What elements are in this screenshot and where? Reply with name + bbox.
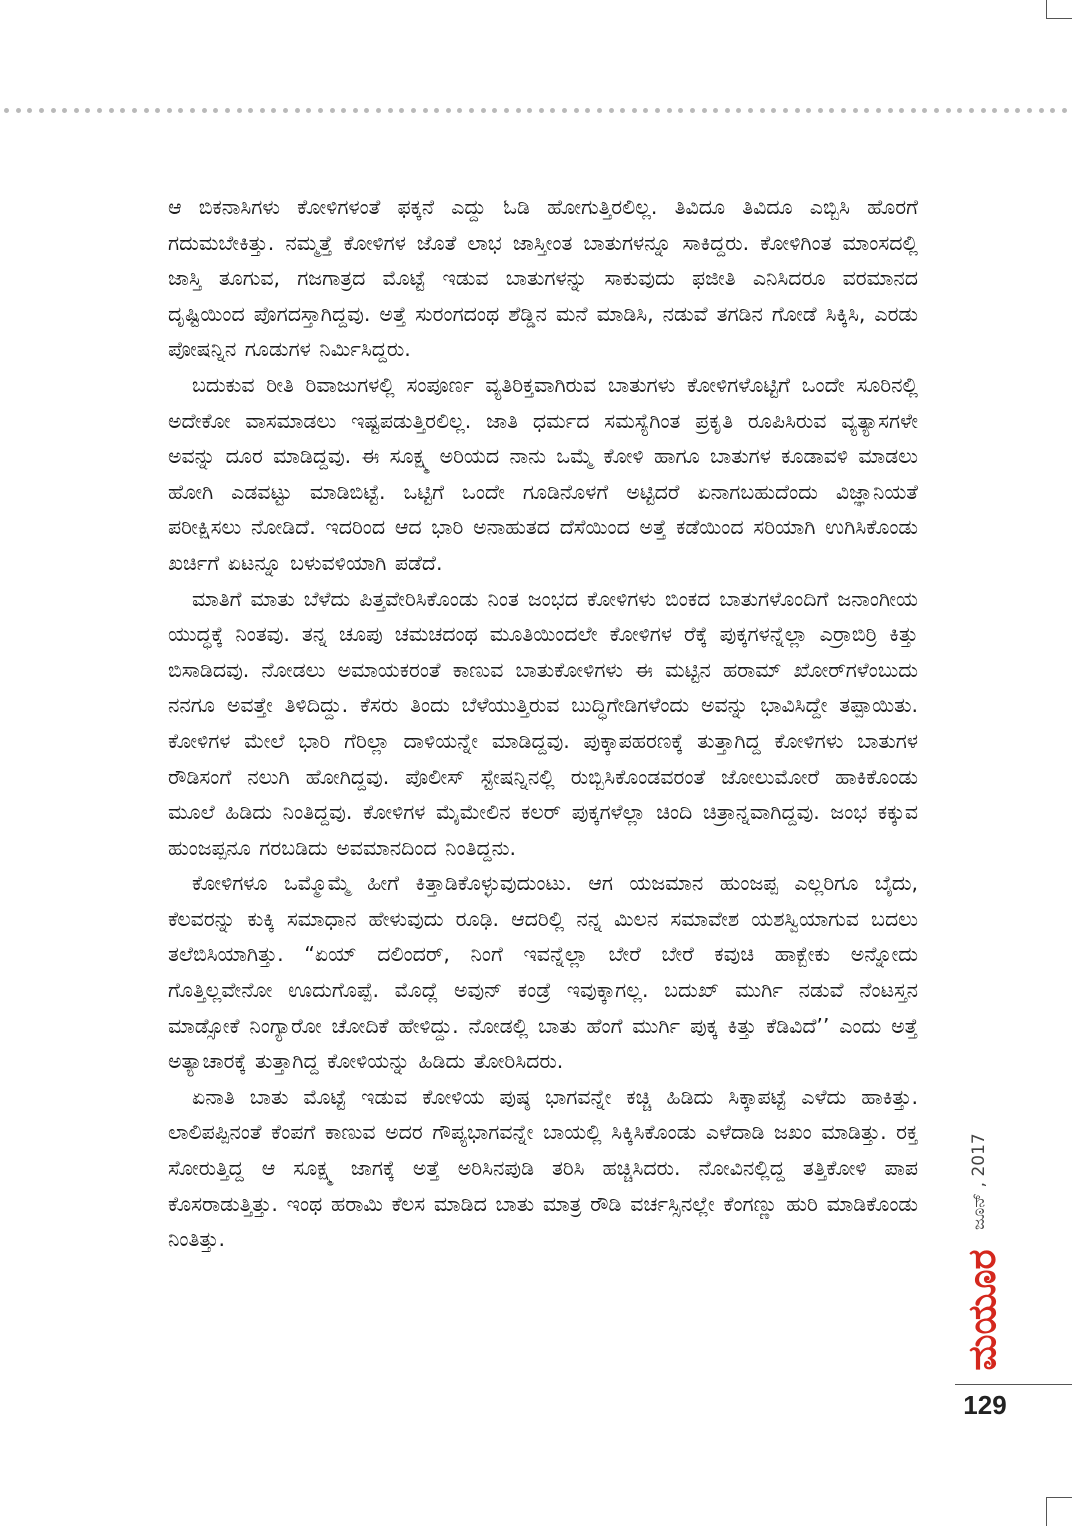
magazine-masthead: ಮಯೂರ <box>960 1249 1004 1371</box>
rule-dot <box>16 108 21 113</box>
rule-dot <box>178 108 183 113</box>
crop-mark-bottom <box>1046 1497 1072 1526</box>
rule-dot <box>922 108 927 113</box>
rule-dot <box>911 108 916 113</box>
rule-dot <box>120 108 125 113</box>
rule-dot <box>74 108 79 113</box>
rule-dot <box>946 108 951 113</box>
rule-dot <box>585 108 590 113</box>
rule-dot <box>841 108 846 113</box>
rule-dot <box>167 108 172 113</box>
rule-dot <box>632 108 637 113</box>
rule-dot <box>271 108 276 113</box>
rule-dot <box>27 108 32 113</box>
rule-dot <box>771 108 776 113</box>
rule-dot <box>97 108 102 113</box>
rule-dot <box>202 108 207 113</box>
rule-dot <box>376 108 381 113</box>
rule-dot <box>62 108 67 113</box>
rule-dot <box>109 108 114 113</box>
rule-dot <box>434 108 439 113</box>
rule-dot <box>655 108 660 113</box>
rule-dot <box>155 108 160 113</box>
rule-dot <box>934 108 939 113</box>
rule-dot <box>748 108 753 113</box>
rule-dot <box>853 108 858 113</box>
rule-dot <box>527 108 532 113</box>
paragraph: ಬದುಕುವ ರೀತಿ ರಿವಾಜುಗಳಲ್ಲಿ ಸಂಪೂರ್ಣ ವ್ಯತಿರಿಕ್ತವಾಗಿರುವ ಬಾತುಗಳು ಕೋಳಿಗಳೊಟ್ಟಿಗೆ ಒಂದೇ ಸೂರಿನಲ್ಲಿ ಅದೇಕೋ ವಾಸಮಾಡಲು ಇಷ್ಟಪಡುತ್ತಿರಲಿಲ್ಲ. ಜಾತಿ ಧರ್ಮದ ಸಮಸ್ಯೆಗಿಂತ ಪ್ರಕೃತಿ ರೂಪಿಸಿರುವ ವ್ಯತ್ಯಾಸಗಳೇ ಅವನ್ನು ದೂರ ಮಾಡಿದ್ದವು. ಈ ಸೂಕ್ಷ್ಮ ಅರಿಯದ ನಾನು ಒಮ್ಮೆ ಕೋಳಿ ಹಾಗೂ ಬಾತುಗಳ ಕೂಡಾವಳಿ ಮಾಡಲು ಹೋಗಿ ಎಡವಟ್ಟು ಮಾಡಿಬಿಟ್ಟೆ. ಒಟ್ಟಿಗೆ ಒಂದೇ ಗೂಡಿನೊಳಗೆ ಅಟ್ಟಿದರೆ ಏನಾಗಬಹುದೆಂದು ವಿಜ್ಞಾನಿಯತೆ ಪರೀಕ್ಷಿಸಲು ನೋಡಿದೆ. ಇದರಿಂದ ಆದ ಭಾರಿ ಅನಾಹುತದ ದೆಸೆಯಿಂದ ಅತ್ತೆ ಕಡೆಯಿಂದ ಸರಿಯಾಗಿ ಉಗಿಸಿಕೊಂಡು ಖರ್ಚಿಗೆ ಏಟನ್ನೂ ಬಳುವಳಿಯಾಗಿ ಪಡೆದೆ. <box>168 372 918 575</box>
rule-dot <box>702 108 707 113</box>
rule-dot <box>620 108 625 113</box>
rule-dot <box>609 108 614 113</box>
rule-dot <box>492 108 497 113</box>
rule-dot <box>667 108 672 113</box>
article-body <box>168 190 918 1422</box>
rule-dot <box>213 108 218 113</box>
rule-dot <box>4 108 9 113</box>
rule-dot <box>306 108 311 113</box>
rule-dot <box>643 108 648 113</box>
rule-dot <box>876 108 881 113</box>
rule-dot <box>318 108 323 113</box>
rule-dot <box>353 108 358 113</box>
rule-dot <box>1039 108 1044 113</box>
rule-dot <box>899 108 904 113</box>
footer-rule <box>955 1384 1072 1385</box>
rule-dot <box>957 108 962 113</box>
rule-dot <box>457 108 462 113</box>
rule-dot <box>516 108 521 113</box>
rule-dot <box>283 108 288 113</box>
rule-dot <box>969 108 974 113</box>
rule-dot <box>760 108 765 113</box>
rule-dot <box>51 108 56 113</box>
rule-dot <box>736 108 741 113</box>
rule-dot <box>132 108 137 113</box>
paragraph: ಏನಾತಿ ಬಾತು ಮೊಟ್ಟೆ ಇಡುವ ಕೋಳಿಯ ಪುಷ್ಠ ಭಾಗವನ್ನೇ ಕಚ್ಚಿ ಹಿಡಿದು ಸಿಕ್ಕಾಪಟ್ಟೆ ಎಳೆದು ಹಾಕಿತ್ತು. ಲಾಲಿಪಪ್ಪಿನಂತೆ ಕೆಂಪಗೆ ಕಾಣುವ ಅದರ ಗೌಪ್ಯಭಾಗವನ್ನೇ ಬಾಯಲ್ಲಿ ಸಿಕ್ಕಿಸಿಕೊಂಡು ಎಳೆದಾಡಿ ಜಖಂ ಮಾಡಿತ್ತು. ರಕ್ತ ಸೋರುತ್ತಿದ್ದ ಆ ಸೂಕ್ಷ್ಮ ಜಾಗಕ್ಕೆ ಅತ್ತೆ ಅರಿಸಿನಪುಡಿ ತರಿಸಿ ಹಚ್ಚಿಸಿದರು. ನೋವಿನಲ್ಲಿದ್ದ ತತ್ತಿಕೋಳಿ ಪಾಪ ಕೊಸರಾಡುತ್ತಿತ್ತು. ಇಂಥ ಹರಾಮಿ ಕೆಲಸ ಮಾಡಿದ ಬಾತು ಮಾತ್ರ ರೌಡಿ ವರ್ಚಸ್ಸಿನಲ್ಲೇ ಕೆಂಗಣ್ಣು ಹುರಿ ಮಾಡಿಕೊಂಡು ನಿಂತಿತ್ತು. <box>168 1084 918 1252</box>
rule-dot <box>550 108 555 113</box>
rule-dot <box>783 108 788 113</box>
rule-dot <box>504 108 509 113</box>
page-number: 129 <box>963 1390 1007 1420</box>
paragraph: ಆ ಬಿಕನಾಸಿಗಳು ಕೋಳಿಗಳಂತೆ ಫಕ್ಕನೆ ಎದ್ದು ಓಡಿ ಹೋಗುತ್ತಿರಲಿಲ್ಲ. ತಿವಿದೂ ತಿವಿದೂ ಎಬ್ಬಿಸಿ ಹೊರಗೆ ಗದುಮಬೇಕಿತ್ತು. ನಮ್ಮತ್ತೆ ಕೋಳಿಗಳ ಜೊತೆ ಲಾಭ ಜಾಸ್ತೀಂತ ಬಾತುಗಳನ್ನೂ ಸಾಕಿದ್ದರು. ಕೋಳಿಗಿಂತ ಮಾಂಸದಲ್ಲಿ ಜಾಸ್ತಿ ತೂಗುವ, ಗಜಗಾತ್ರದ ಮೊಟ್ಟೆ ಇಡುವ ಬಾತುಗಳನ್ನು ಸಾಕುವುದು ಫಜೀತಿ ಎನಿಸಿದರೂ ವರಮಾನದ ದೃಷ್ಟಿಯಿಂದ ಪೊಗದಸ್ತಾಗಿದ್ದವು. ಅತ್ತೆ ಸುರಂಗದಂಥ ಶೆಡ್ಡಿನ ಮನೆ ಮಾಡಿಸಿ, ನಡುವೆ ತಗಡಿನ ಗೋಡೆ ಸಿಕ್ಕಿಸಿ, ಎರಡು ಪೋಷನ್ನಿನ ಗೂಡುಗಳ ನಿರ್ಮಿಸಿದ್ದರು. <box>168 195 918 362</box>
rule-dot <box>481 108 486 113</box>
rule-dot <box>539 108 544 113</box>
crop-mark-top <box>1046 0 1072 19</box>
paragraph: ಕೋಳಿಗಳೂ ಒಮ್ಮೊಮ್ಮೆ ಹೀಗೆ ಕಿತ್ತಾಡಿಕೊಳ್ಳುವುದುಂಟು. ಆಗ ಯಜಮಾನ ಹುಂಜಪ್ಪ ಎಲ್ಲರಿಗೂ ಬೈದು, ಕೆಲವರನ್ನು ಕುಕ್ಕಿ ಸಮಾಧಾನ ಹೇಳುವುದು ರೂಢಿ. ಆದರಿಲ್ಲಿ ನನ್ನ ಮಿಲನ ಸಮಾವೇಶ ಯಶಸ್ವಿಯಾಗುವ ಬದಲು ತಲೆಬಿಸಿಯಾಗಿತ್ತು. “ಏಯ್ ದಲಿಂದರ್, ನಿಂಗೆ ಇವನ್ನೆಲ್ಲಾ ಬೇರೆ ಬೇರೆ ಕವುಚಿ ಹಾಕ್ಬೇಕು ಅನ್ನೋದು ಗೊತ್ತಿಲ್ಲವೇನೋ ಊದುಗೊಪ್ಪೆ. ಮೊದ್ಲೆ ಅವುನ್ ಕಂಡ್ರೆ ಇವುಕ್ಕಾಗಲ್ಲ. ಬದುಖ್ ಮುರ್ಗಿ ನಡುವೆ ನೆಂಟಸ್ತನ ಮಾಡ್ಸೋಕೆ ನಿಂಗ್ಯಾರೋ ಚೋದಿಕೆ ಹೇಳಿದ್ದು. ನೋಡಲ್ಲಿ ಬಾತು ಹೆಂಗೆ ಮುರ್ಗಿ ಪುಕ್ಕ ಕಿತ್ತು ಕೆಡಿವಿದೆ’’ ಎಂದು ಅತ್ತೆ ಅತ್ಯಾಚಾರಕ್ಕೆ ತುತ್ತಾಗಿದ್ದ ಕೋಳಿಯನ್ನು ಹಿಡಿದು ತೋರಿಸಿದರು. <box>168 871 918 1074</box>
rule-dot <box>237 108 242 113</box>
rule-dot <box>829 108 834 113</box>
rule-dot <box>795 108 800 113</box>
rule-dot <box>597 108 602 113</box>
rule-dot <box>39 108 44 113</box>
rule-dot <box>713 108 718 113</box>
rule-dot <box>399 108 404 113</box>
rule-dot <box>225 108 230 113</box>
rule-dot <box>725 108 730 113</box>
rule-dot <box>330 108 335 113</box>
rule-dot <box>469 108 474 113</box>
rule-dot <box>690 108 695 113</box>
dotted-rule <box>0 108 1072 116</box>
rule-dot <box>364 108 369 113</box>
rule-dot <box>388 108 393 113</box>
rule-dot <box>1050 108 1055 113</box>
rule-dot <box>818 108 823 113</box>
rule-dot <box>260 108 265 113</box>
rule-dot <box>144 108 149 113</box>
rule-dot <box>806 108 811 113</box>
rule-dot <box>562 108 567 113</box>
rule-dot <box>341 108 346 113</box>
rule-dot <box>1015 108 1020 113</box>
rule-dot <box>423 108 428 113</box>
issue-date: ಜೂನ್ , 2017 <box>969 1133 989 1230</box>
rule-dot <box>1004 108 1009 113</box>
rule-dot <box>1062 108 1067 113</box>
rule-dot <box>1027 108 1032 113</box>
rule-dot <box>574 108 579 113</box>
rule-dot <box>411 108 416 113</box>
rule-dot <box>888 108 893 113</box>
rule-dot <box>446 108 451 113</box>
rule-dot <box>190 108 195 113</box>
rule-dot <box>248 108 253 113</box>
rule-dot <box>864 108 869 113</box>
rule-dot <box>981 108 986 113</box>
paragraph: ಮಾತಿಗೆ ಮಾತು ಬೆಳೆದು ಪಿತ್ತವೇರಿಸಿಕೊಂಡು ನಿಂತ ಜಂಭದ ಕೋಳಿಗಳು ಬಿಂಕದ ಬಾತುಗಳೊಂದಿಗೆ ಜನಾಂಗೀಯ ಯುದ್ಧಕ್ಕೆ ನಿಂತವು. ತನ್ನ ಚೂಪು ಚಮಚದಂಥ ಮೂತಿಯಿಂದಲೇ ಕೋಳಿಗಳ ರೆಕ್ಕೆ ಪುಕ್ಕಗಳನ್ನೆಲ್ಲಾ ಎರ್ರಾಬಿರ್ರಿ ಕಿತ್ತು ಬಿಸಾಡಿದವು. ನೋಡಲು ಅಮಾಯಕರಂತೆ ಕಾಣುವ ಬಾತುಕೋಳಿಗಳು ಈ ಮಟ್ಟಿನ ಹರಾಮ್ ಖೋರ್‌ಗಳೆಂಬುದು ನನಗೂ ಅವತ್ತೇ ತಿಳಿದಿದ್ದು. ಕೆಸರು ತಿಂದು ಬೆಳೆಯುತ್ತಿರುವ ಬುದ್ಧಿಗೇಡಿಗಳೆಂದು ಅವನ್ನು ಭಾವಿಸಿದ್ದೇ ತಪ್ಪಾಯಿತು. ಕೋಳಿಗಳ ಮೇಲೆ ಭಾರಿ ಗೆರಿಲ್ಲಾ ದಾಳಿಯನ್ನೇ ಮಾಡಿದ್ದವು. ಪುಕ್ಕಾಪಹರಣಕ್ಕೆ ತುತ್ತಾಗಿದ್ದ ಕೋಳಿಗಳು ಬಾತುಗಳ ರೌಡಿಸಂಗೆ ನಲುಗಿ ಹೋಗಿದ್ದವು. ಪೊಲೀಸ್ ಸ್ಟೇಷನ್ನಿನಲ್ಲಿ ರುಬ್ಬಿಸಿಕೊಂಡವರಂತೆ ಜೋಲುಮೋರೆ ಹಾಕಿಕೊಂಡು ಮೂಲೆ ಹಿಡಿದು ನಿಂತಿದ್ದವು. ಕೋಳಿಗಳ ಮೈಮೇಲಿನ ಕಲರ್ ಪುಕ್ಕಗಳೆಲ್ಲಾ ಚಿಂದಿ ಚಿತ್ರಾನ್ನವಾಗಿದ್ದವು. ಜಂಭ ಕಕ್ಕುವ ಹುಂಜಪ್ಪನೂ ಗರಬಡಿದು ಅವಮಾನದಿಂದ ನಿಂತಿದ್ದನು. <box>168 586 918 860</box>
rule-dot <box>85 108 90 113</box>
rule-dot <box>992 108 997 113</box>
rule-dot <box>295 108 300 113</box>
rule-dot <box>678 108 683 113</box>
